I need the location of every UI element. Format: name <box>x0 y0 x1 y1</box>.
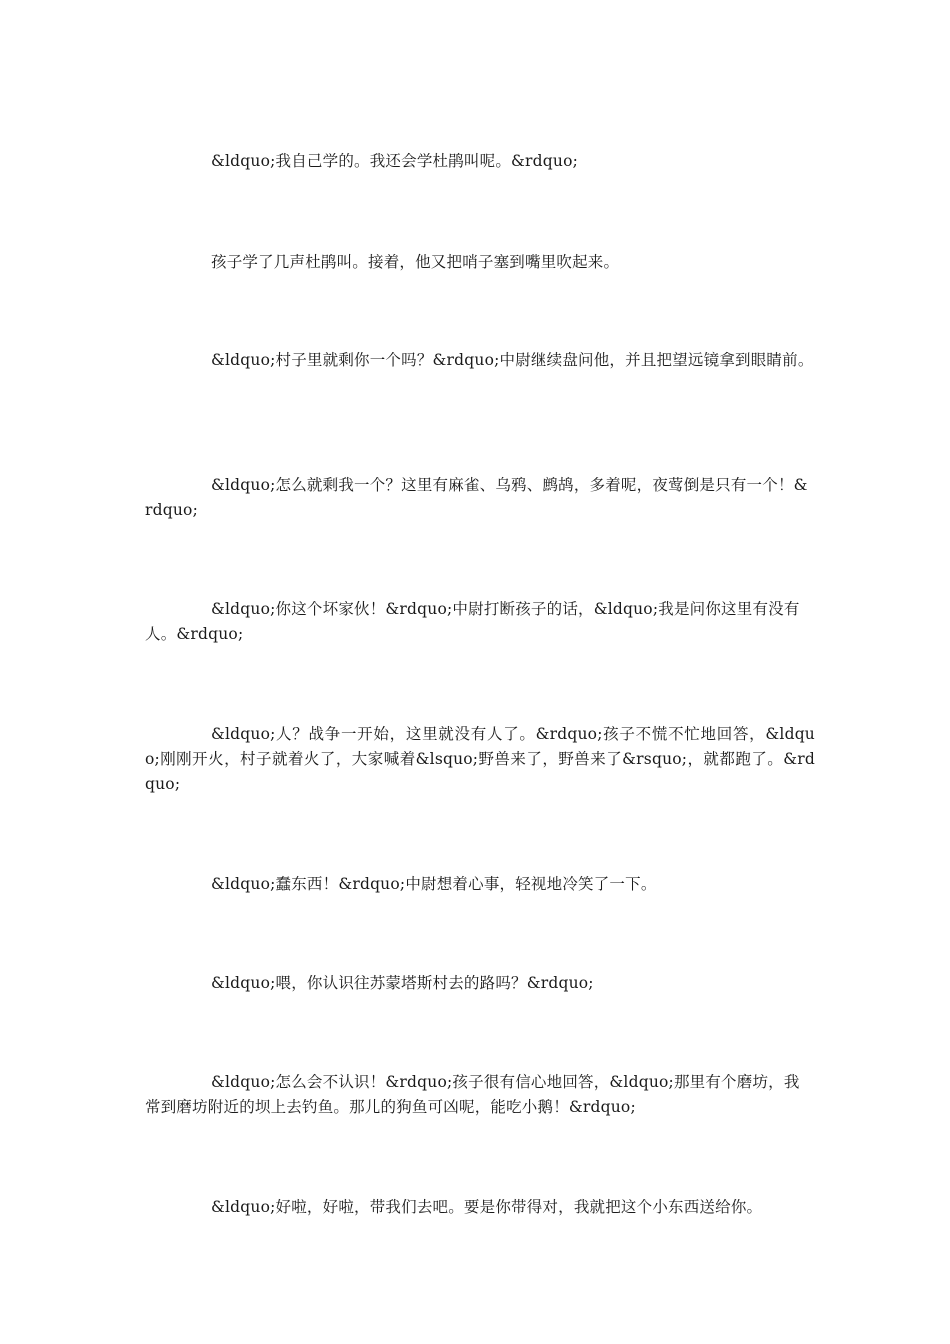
paragraph-6: &ldquo;人？战争一开始，这里就没有人了。&rdquo;孩子不慌不忙地回答，&ldquo;刚刚开火，村子就着火了，大家喊着&lsquo;野兽来了，野兽来了&rsquo;，就都跑了。&rdquo; <box>145 725 815 793</box>
paragraph-9: &ldquo;怎么会不认识！&rdquo;孩子很有信心地回答，&ldquo;那里有个磨坊，我常到磨坊附近的坝上去钓鱼。那儿的狗鱼可凶呢，能吃小鹅！&rdquo; <box>145 1073 800 1116</box>
paragraph-1: &ldquo;我自己学的。我还会学杜鹃叫呢。&rdquo; <box>211 152 579 170</box>
paragraph-7: &ldquo;蠢东西！&rdquo;中尉想着心事，轻视地冷笑了一下。 <box>211 875 657 893</box>
paragraph-5: &ldquo;你这个坏家伙！&rdquo;中尉打断孩子的话，&ldquo;我是问你这里有没有人。&rdquo; <box>145 600 800 643</box>
paragraph-2: 孩子学了几声杜鹃叫。接着，他又把哨子塞到嘴里吹起来。 <box>211 253 620 271</box>
paragraph-10: &ldquo;好啦，好啦，带我们去吧。要是你带得对，我就把这个小东西送给你。 <box>211 1198 763 1216</box>
paragraph-3: &ldquo;村子里就剩你一个吗？&rdquo;中尉继续盘问他，并且把望远镜拿到眼睛前。 <box>211 351 814 369</box>
paragraph-4: &ldquo;怎么就剩我一个？这里有麻雀、乌鸦、鹧鸪，多着呢，夜莺倒是只有一个！&rdquo; <box>145 476 808 519</box>
paragraph-8: &ldquo;喂，你认识往苏蒙塔斯村去的路吗？&rdquo; <box>211 974 594 992</box>
